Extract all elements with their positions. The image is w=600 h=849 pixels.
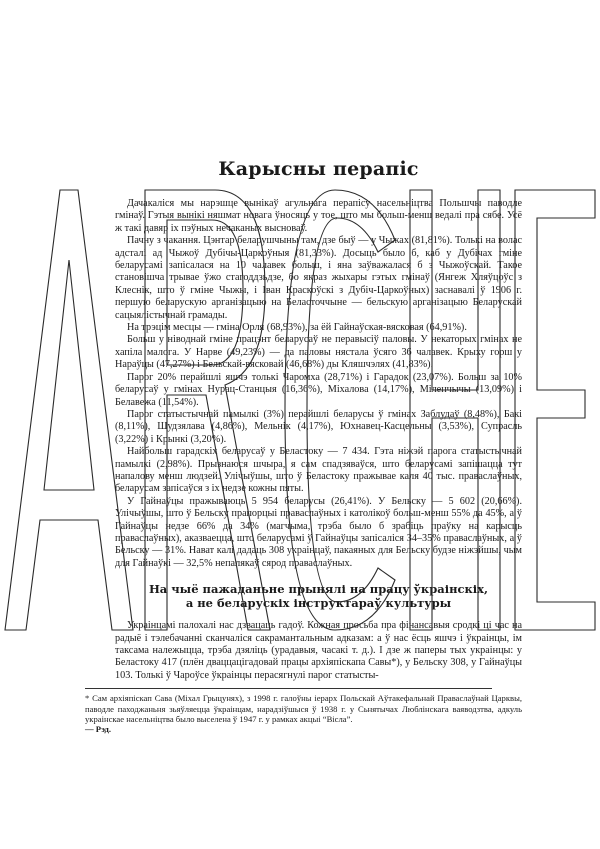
article-title: Карысны перапіс xyxy=(218,158,419,180)
paragraph: Украінцамі палохалі нас дзвацаць гадоў. Кожная просьба пра фінансавыя сродкі ці час на радыё і тэлебачанні сканчаліся сакрамантальным адказам: а ў нас ёсць яшчэ і ўкраінцы, ім таксама належыцца, трэба дзяліць (урадавыя, часакі т. д.). І дзе ж паперы тых украінцы: у Беластоку 417 (плён дваццацігадовай працы архіяпіскапа Савы*), у Бельску 308, у Гайнаўцы 103. Толькі ў Чароўсе ўкраінцы перасягнулі парог статысты- xyxy=(115,620,522,681)
paragraph: Парог статыстычнай памылкі (3%) перайшлі беларусы ў гмінах Заблудаў (8,48%), Бакі (8,11%), Шудзялава (4,86%), Мельнік (4,17%), Юхнавец-Касцельны (3,53%), Супрасль (3,22%) і Крынкі (3,20%). xyxy=(115,408,522,445)
paragraph: Больш у ніводнай гміне працэнт беларусаў не перавысіў паловы. У некаторых гмінах не хапіла малога. У Нарве (49,23%) — да паловы нястала ўсяго 36 чалавек. Крыху горш у Нараўцы (47,27%) і Бельскай-вясковай (46,68%) ды Кляшчэлях (41,83%). xyxy=(115,334,522,371)
footnote-signature: — Рэд. xyxy=(85,724,111,735)
paragraph: Найбольш гарадскіх беларусаў у Беластоку — 7 434. Гэта ніжэй парога статыстычнай памылкі (2,98%). Прызнаюся шчыра, я сам спадзяваўся, што беларусамі запішацца тут напалову менш людзей. Улічыўшы, што ў Беластоку пражывае каля 40 тыс. праваслаўных, беларусам запісаўся з іх недзе кожны пяты. xyxy=(115,446,522,495)
section-subheading xyxy=(115,582,522,610)
article-body xyxy=(115,198,522,570)
paragraph: Дачакаліся мы нарэшце вынікаў агульнага перапісу насельніцтва Польшчы паводле гмінаў. Гэтыя вынікі няшмат новага ўносяць у тое, што мы больш-менш ведалі пра сябе. Усё ж такі давяр іх пэўных нечаканых высноваў. xyxy=(115,198,522,234)
paragraph: Парог 20% перайшлі яшчэ толькі Чаромха (28,71%) і Гарадок (23,07%). Больш за 10% беларусаў у гмінах Нурац-Станцыя (16,36%), Міхалова (14,17%), Міленчычы (13,09%) і Белавежа (11,54%). xyxy=(115,371,522,408)
footnote xyxy=(85,693,522,735)
footnote-text: * Сам архіяпіскап Сава (Міхал Грыцунях), з 1998 г. галоўны іерарх Польскай Аўтакефальнай Праваслаўнай Царквы, паводле паходжаньня зьяўляецца ўкраінцам, нарадзіўшыся ў 1938 г. у Сьнятычах Люблінскага ваяводзтва, адкуль украінскае насельніцтва было выселена ў 1947 г. у рамках акцыі “Вісла”. xyxy=(85,693,522,725)
paragraph: Пачну з чакання. Цэнтар беларушчыны там, дзе быў — у Чыжах (81,81%). Толькі на волас адсталі ад Чыжоў Дубічы-Царкоўныя (81,33%). Досыць было б, каб у Дубічах гміне беларусамі запісалася на 10 чалавек больш, і яна заўважалася б з Чыжоўскай. Такое становішча трывае ўжо стагоддзьдзе, бо якраз жыхары гэтых гмінаў (Янгеж Хляўцоўс з Клеснік, што ў гміне Чыжы, і Іван Краскоўскі з Дубіч-Царкоўных) заснавалі ў 1906 г. першую беларускую арганізацыю на Беласточчыне — бельскую арганізацыю Беларускай сацыялістычнай грамады. xyxy=(115,235,522,321)
article-body-continued xyxy=(115,620,522,682)
footnote-divider xyxy=(85,688,492,689)
article xyxy=(85,158,522,735)
subheading-line: а не беларускіх інструктараў культуры xyxy=(185,596,452,611)
subheading-line: На чыё пажаданьне прынялі на працу ўкраінскіх, xyxy=(148,582,489,597)
paragraph: На трэцім месцы — гміна Орля (68,93%), за ёй Гайнаўская-вясковая (64,91%). xyxy=(127,322,467,334)
paragraph: У Гайнаўцы пражываюць 5 954 беларусы (26,41%). У Бельску — 5 602 (20,66%). Улічыўшы, што ў Бельску прапорцыі праваслаўных і католікоў больш-менш 55% да 45%, а ў Гайнаўцы недзе 66% да 34% (магчыма, трэба было б зрабіць праўку на карысць праваслаўных), аказваецца, што беларусамі ў Гайнаўцы запісаліся 34–35% праваслаўных, а ў Бельску — 31%. Нават калі дадаць 308 украінцаў, пакаяных для Бельску будзе ніжэйшы, чым для Гайнаўкі — 32,5% непалякаў сярод праваслаўных. xyxy=(115,495,522,569)
